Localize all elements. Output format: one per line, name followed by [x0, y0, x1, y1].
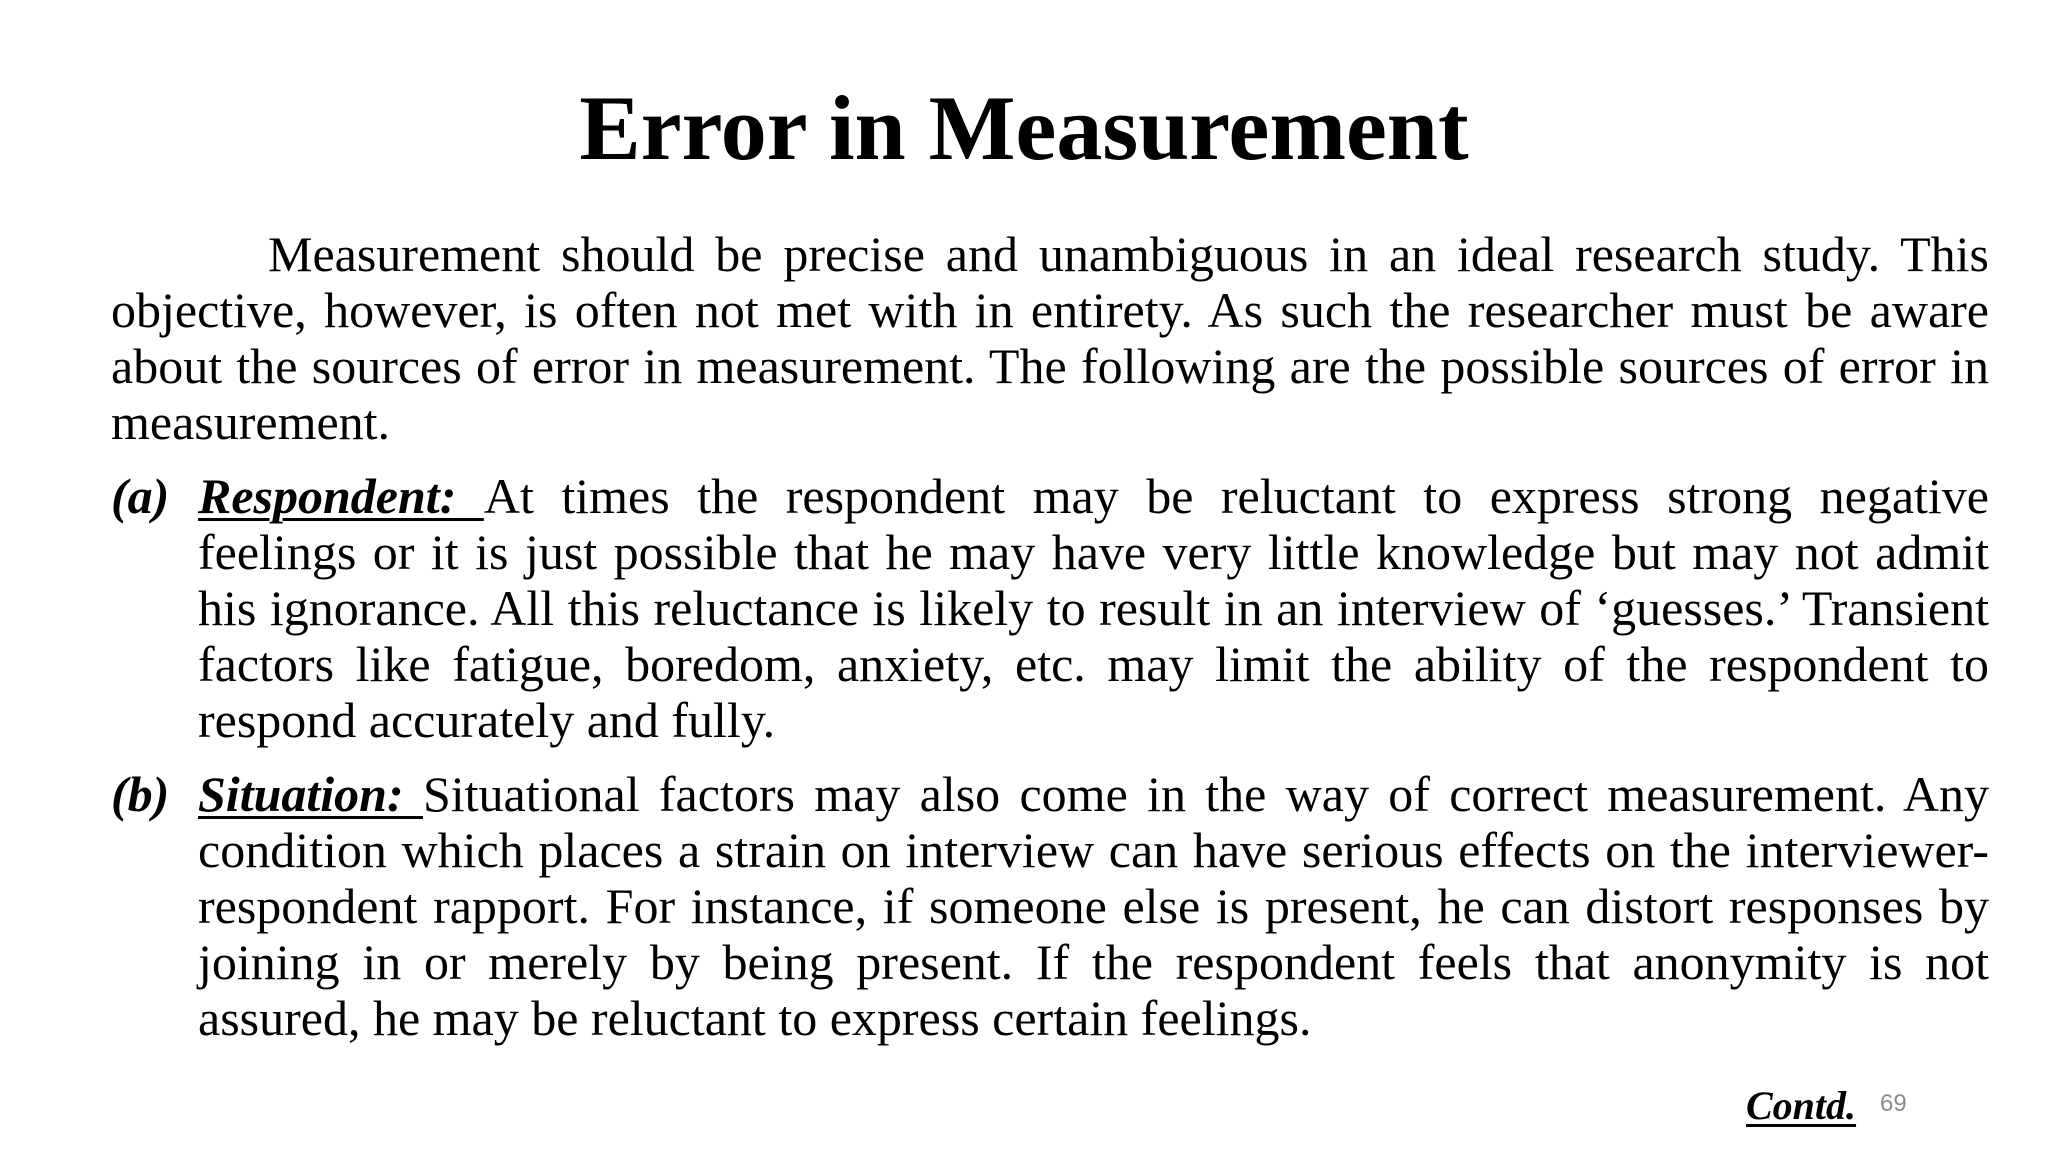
intro-paragraph: Measurement should be precise and unambiguous in an ideal research study. This objective, however, is often not met with in entirety. As such the researcher must be aware about the sources of error in measurement. The following are the possible sources of error in measurement. [111, 226, 1989, 450]
contd-label: Contd. [1746, 1083, 1857, 1128]
list-item-situation [111, 766, 1989, 1046]
item-text: At times the respondent may be reluctant to express strong negative feelings or it is just possible that he may have very little knowledge but may not admit his ignorance. All this reluctance is likely to result in an interview of ‘guesses.’ Transient factors like fatigue, boredom, anxiety, etc. may limit the ability of the respondent to respond accurately and fully. [198, 468, 1989, 748]
page-number: 69 [1880, 1090, 1907, 1117]
list-item-respondent [111, 468, 1989, 748]
slide-title: Error in Measurement [579, 77, 1469, 179]
slide-footer [0, 1082, 2048, 1132]
item-text: Situational factors may also come in the way of correct measurement. Any condition which places a strain on interview can have serious effects on the interviewer-respondent rapport. For instance, if someone else is present, he can distort responses by joining in or merely by being present. If the respondent feels that anonymity is not assured, he may be reluctant to express certain feelings. [198, 766, 1990, 1046]
item-term: Situation: [198, 766, 423, 822]
slide-body [111, 226, 1989, 1046]
item-marker: (a) [111, 468, 170, 524]
item-marker: (b) [111, 766, 170, 822]
item-term: Respondent: [198, 468, 484, 524]
